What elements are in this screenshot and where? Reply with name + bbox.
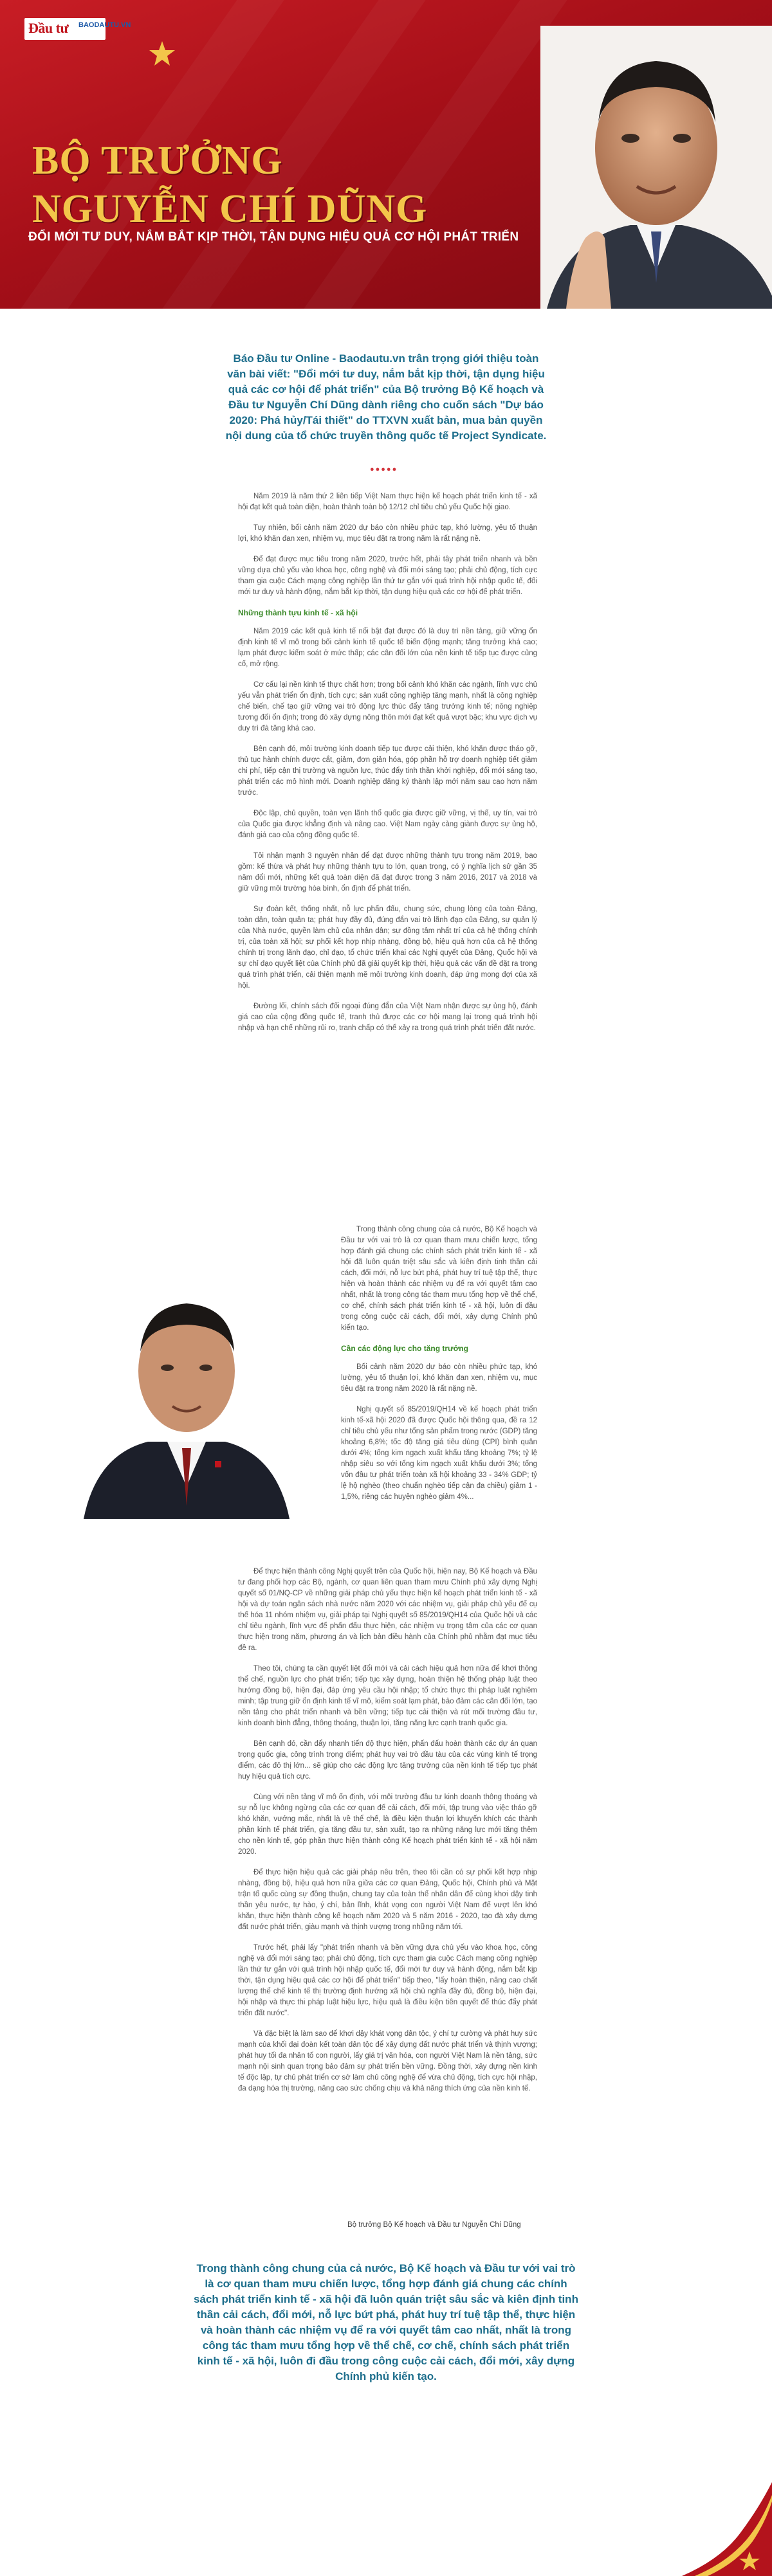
closing-quote: Trong thành công chung của cả nước, Bộ Kế hoạch và Đầu tư với vai trò là cơ quan tham mưu chiến lược, tổng hợp đánh giá chung các chính sách phát triển kinh tế - xã hội đã luôn quán triệt sâu sắc và kiên định tinh thần cải cách, đổi mới, nỗ lực bứt phá, phát huy trí tuệ tập thể, thực hiện và hoàn thành các nhiệm vụ để ra với quyết tâm cao nhất, nhất là trong công tác tham mưu tổng hợp về thể chế, cơ chế, chính sách phát triển kinh tế - xã hội, luôn đi đầu trong công cuộc cải cách, đổi mới, xây dựng Chính phủ kiến tạo. <box>194 2262 578 2382</box>
article-body-right <box>341 1224 537 1512</box>
paragraph: Độc lập, chủ quyền, toàn vẹn lãnh thổ quốc gia được giữ vững, vị thế, uy tín, vai trò của Quốc gia được khẳng định và nâng cao. Việt Nam ngày càng giành được sự ủng hộ, đánh giá cao của cộng đồng quốc tế. <box>238 810 537 839</box>
site-logo[interactable] <box>24 18 131 40</box>
paragraph: Cùng với nền tảng vĩ mô ổn định, với môi trường đầu tư kinh doanh thông thoáng và sự nỗ lực không ngừng của các cơ quan để cải cách, đổi mới, tập trung vào việc tháo gỡ khó khăn, vướng mắc, nhất là về thể chế, là điều kiện thuận lợi khuyến khích các thành phần kinh tế phát triển, gia tăng đầu tư, sản xuất, tạo ra những năng lực mới tăng thêm cho nền kinh tế, góp phần thực hiện thành công Kế hoạch phát triển kinh tế - xã hội năm 2020. <box>238 1793 537 1856</box>
paragraph: Để đạt được mục tiêu trong năm 2020, trước hết, phải tây phát triển nhanh và bền vững dựa chủ yếu vào khoa học, công nghệ và đổi mới sáng tạo; phải chủ động, tích cực tham gia cuộc Cách mạng công nghiệp lần thứ tư gắn với quá trình hội nhập quốc tế, đổi mới tư duy và hành động, nắm bắt kịp thời, tận dụng hiệu quả các cơ hội để phát triển. <box>238 556 537 596</box>
paragraph: Bối cảnh năm 2020 dự báo còn nhiều phức tạp, khó lường, yêu tố thuận lợi, khó khăn đan xen, nhiệm vụ, mục tiêu đặt ra trong năm 2020 là rất nặng nề. <box>341 1363 537 1393</box>
divider-dots: ●●●●● <box>370 466 398 473</box>
paragraph: Bên cạnh đó, cần đẩy nhanh tiến độ thực hiện, phấn đấu hoàn thành các dự án quan trọng quốc gia, công trình trọng điểm; phát huy vai trò đầu tàu của các vùng kinh tế trọng điểm, các đô thị lớn... sẽ giúp cho các động lực tăng trưởng của nền kinh tế tiếp tục phát huy hiệu quả tích cực. <box>238 1740 537 1781</box>
logo-text: Đầu tư <box>28 20 69 36</box>
intro-lead: Báo Đầu tư Online - Baodautu.vn trân trọng giới thiệu toàn văn bài viết: "Đổi mới tư duy, nắm bắt kịp thời, tận dụng hiệu quả các cơ hội để phát triển" của Bộ trưởng Bộ Kế hoạch và Đầu tư Nguyễn Chí Dũng dành riêng cho cuốn sách "Dự báo 2020: Phá hủy/Tái thiết" do TTXVN xuất bản, mua bản quyền nội dung của tổ chức truyền thông quốc tế Project Syndicate. <box>225 352 547 442</box>
minister-portrait-header <box>540 26 772 309</box>
paragraph: Theo tôi, chúng ta cần quyết liệt đổi mới và cải cách hiệu quả hơn nữa để khơi thông thể chế, nguồn lực cho phát triển; tiếp tục xây dựng, hoàn thiện hệ thống pháp luật theo hướng đồng bộ, hiện đại, đáp ứng yêu cầu hội nhập; tổ chức thực thi pháp luật nghiêm minh; tập trung giữ ổn định kinh tế vĩ mô, kiểm soát lạm phát, bảo đảm các cân đối lớn, tạo nền tảng cho phát triển nhanh và bền vững; tiếp tục cải thiện và rút mối trường đầu tư, kinh doanh bình đẳng, thông thoáng, thuận lợi, tăng năng lực cạnh tranh quốc gia. <box>238 1665 537 1727</box>
star-icon <box>148 40 176 68</box>
paragraph: Tuy nhiên, bối cảnh năm 2020 dự báo còn nhiều phức tạp, khó lường, yêu tố thuận lợi, khó khăn đan xen, nhiệm vụ, mục tiêu đặt ra trong năm là rất nặng nề. <box>238 524 537 543</box>
paragraph: Trước hết, phải lấy "phát triển nhanh và bền vững dựa chủ yếu vào khoa học, công nghệ và đổi mới sáng tạo; phải chủ động, tích cực tham gia cuộc Cách mạng công nghiệp lần thứ tư gắn với quá trình hội nhập quốc tế, đổi mới tư duy và hành động, nắm bắt kịp thời, tận dụng hiệu quả các cơ hội để phát triển" tiếp theo, "lấy hoàn thiện, nâng cao chất lượng thể chế kinh tế thị trường định hướng xã hội chủ nghĩa đầy đủ, đồng bộ, hiện đại, hội nhập và thực thi pháp luật hiệu lực, hiệu quả là điều kiện tiên quyết để thúc đẩy phát triển đất nước". <box>238 1944 537 2017</box>
paragraph: Để thực hiện thành công Nghị quyết trên của Quốc hội, hiện nay, Bộ Kế hoạch và Đầu tư đang phối hợp các Bộ, ngành, cơ quan liên quan tham mưu Chính phủ xây dựng Nghị quyết số 01/NQ-CP về những giải pháp chủ yếu thực hiện kế hoạch phát triển kinh tế - xã hội và dự toán ngân sách nhà nước năm 2020 với các nhiệm vụ, giải pháp chủ yếu để cụ thể hóa 11 nhóm nhiệm vụ, giải pháp tại Nghị quyết số 85/2019/QH14 của Quốc hội và các chỉ tiêu ngành, lĩnh vực để phấn đấu thực hiện, các nhiệm vụ trọng tâm của các cơ quan thực hiện trong năm, phương án và lịch bản điều hành của Chính phủ nhằm đạt mục tiêu đề ra. <box>238 1568 537 1652</box>
paragraph: Tôi nhận mạnh 3 nguyên nhân để đạt được những thành tựu trong năm 2019, bao gồm: kế thừa và phát huy những thành tựu to lớn, quan trọng, có ý nghĩa lịch sử gần 35 năm đổi mới, những kết quả toàn diện đã đạt được trong 3 năm 2016, 2017 và 2018 và giữ vững môi trường hòa bình, ổn định để phát triển. <box>238 852 537 893</box>
section-heading: Những thành tựu kinh tế - xã hội <box>238 608 358 617</box>
paragraph: Năm 2019 là năm thứ 2 liên tiếp Việt Nam thực hiện kế hoạch phát triển kinh tế - xã hội đạt kết quả toàn diện, hoàn thành toàn bộ 12/12 chỉ tiêu chủ yếu Quốc hội giao. <box>238 493 537 511</box>
paragraph: Trong thành công chung của cả nước, Bộ Kế hoạch và Đầu tư với vai trò là cơ quan tham mưu chiến lược, tổng hợp đánh giá chung các chính sách phát triển kinh tế - xã hội đã luôn quán triệt sâu sắc và kiên định tinh thần cải cách, đổi mới, nỗ lực bứt phá, phát huy trí tuệ tập thể, thực hiện và hoàn thành các nhiệm vụ để ra với quyết tâm cao nhất, nhất là trong công tác tham mưu tổng hợp về thể chế, cơ chế, chính sách phát triển kinh tế - xã hội, luôn đi đầu trong công cuộc cải cách, đổi mới, xây dựng Chính phủ kiến tạo. <box>341 1226 537 1332</box>
paragraph: Sự đoàn kết, thống nhất, nỗ lực phấn đấu, chung sức, chung lòng của toàn Đảng, toàn dân, toàn quân ta; phát huy đầy đủ, đúng đắn vai trò lãnh đạo của Đảng, sự quản lý của Nhà nước, quyền làm chủ của nhân dân; sự đồng tâm nhất trí của cả hệ thống chính trị, của toàn xã hội; sự phối kết hợp nhịp nhàng, đồng bộ, hiệu quả hơn của cả hệ thống chính trị trong lãnh đạo, chỉ đạo, tổ chức triển khai các Nghị quyết của Đảng, Quốc hội và sự chỉ đạo quyết liệt của Chính phủ đã giải quyết kịp thời, hiệu quả các vấn đề đặt ra trong quá trình phát triển, cải thiện mạnh mẽ môi trường kinh doanh, đáp ứng mong đợi của xã hội. <box>238 905 537 990</box>
paragraph: Nghị quyết số 85/2019/QH14 về kế hoạch phát triển kinh tế-xã hội 2020 đã được Quốc hội thông qua, đề ra 12 chỉ tiêu chủ yếu như tổng sản phẩm trong nước (GDP) tăng khoảng 6,8%; tốc độ tăng giá tiêu dùng (CPI) bình quân dưới 4%; tổng kim ngạch xuất khẩu tăng khoảng 7%; tỷ lệ nhập siêu so với tổng kim ngạch xuất khẩu dưới 3%; tổng vốn đầu tư phát triển toàn xã hội khoảng 33 - 34% GDP; tỷ lệ hộ nghèo (theo chuẩn nghèo tiếp cận đa chiều) giảm 1 - 1,5%, riêng các huyện nghèo giảm 4%... <box>341 1406 537 1501</box>
paragraph: Năm 2019 các kết quả kinh tế nổi bật đạt được đó là duy trì nền tảng, giữ vững ổn định kinh tế vĩ mô trong bối cảnh kinh tế quốc tế biến động mạnh; tăng trưởng khá cao; lạm phát được kiểm soát ở mức thấp; các cân đối lớn của nền kinh tế tiếp tục được củng cố, mở rộng. <box>238 628 537 668</box>
paragraph: Cơ cấu lại nền kinh tế thực chất hơn; trong bối cảnh khó khăn các ngành, lĩnh vực chủ yếu vẫn phát triển ổn định, tích cực; sản xuất công nghiệp tăng mạnh, nhất là công nghiệp chế biến, chế tạo giữ vững vai trò động lực thúc đẩy tăng trưởng kinh tế; nông nghiệp tương đối ổn định; trong đó xây dựng nông thôn mới đạt kết quả vượt bậc; khu vực dịch vụ duy trì đà tăng khá cao. <box>238 681 537 732</box>
subtitle: ĐỔI MỚI TƯ DUY, NẮM BẮT KỊP THỜI, TẬN DỤNG HIỆU QUẢ CƠ HỘI PHÁT TRIỂN <box>28 230 519 244</box>
article-body-bottom <box>238 1566 537 2104</box>
paragraph: Bên cạnh đó, môi trường kinh doanh tiếp tục được cải thiện, khó khăn được tháo gỡ, thủ tục hành chính được cắt, giảm, đơn giản hóa, góp phần hỗ trợ doanh nghiệp tiết giảm chi phí, tiếp cận thị trường và nguồn lực, thúc đẩy tinh thần khởi nghiệp, đổi mới sáng tạo, phát triển các mô hình mới. Doanh nghiệp đăng ký thành lập mới năm sau cao hơn năm trước. <box>238 745 537 797</box>
logo-sub: BAODAUTU.VN <box>78 21 131 29</box>
article-body-top <box>238 491 537 1044</box>
header-banner <box>0 0 772 309</box>
minister-portrait-body <box>77 1262 296 1519</box>
title-line2: NGUYỄN CHÍ DŨNG <box>32 187 428 231</box>
paragraph: Đường lối, chính sách đối ngoại đúng đắn của Việt Nam nhận được sự ủng hộ, đánh giá cao của cộng đồng quốc tế, tranh thủ được các cơ hội mang lại trong quá trình hội nhập và hạn chế những rủi ro, tranh chấp có thể xảy ra trong quá trình phát triển đất nước. <box>238 1002 537 1032</box>
title-line1: BỘ TRƯỞNG <box>32 139 283 183</box>
corner-flag-decoration <box>682 2482 772 2576</box>
paragraph: Và đặc biệt là làm sao để khơi dậy khát vọng dân tộc, ý chí tự cường và phát huy sức mạnh của khối đại đoàn kết toàn dân tộc để xây dựng đất nước phát triển và thịnh vượng; phát huy tối đa nhân tố con người, lấy giá trị văn hóa, con người Việt Nam là nền tảng, sức mạnh nội sinh quan trọng bảo đảm sự phát triển bền vững. Đồng thời, xây dựng nền kinh tế độc lập, tự chủ phát triển cơ sở làm chủ công nghệ để vừa chủ động, tích cực hội nhập, đa dạng hóa thị trường, nâng cao sức chống chịu và khả năng thích ứng của nền kinh tế. <box>238 2030 537 2092</box>
paragraph: Để thực hiện hiệu quả các giải pháp nêu trên, theo tôi cần có sự phối kết hợp nhịp nhàng, đồng bộ, hiệu quả hơn nữa giữa các cơ quan Đảng, Quốc hội, Chính phủ và Mặt trận tổ quốc cùng sự đồng thuận, chung tay của toàn thể nhân dân để cùng khơi dậy tinh thần yêu nước, tự hào, ý chí, bản lĩnh, khát vọng con người Việt Nam để vượt lên khó khăn, thực hiện thành công kế hoạch năm 2020 và 5 năm 2016 - 2020, tạo đà xây dựng đất nước phát triển, giàu mạnh và thịnh vượng trong những năm tới. <box>238 1869 537 1931</box>
section-heading: Cần các động lực cho tăng trưởng <box>341 1344 468 1353</box>
author-signature: Bộ trưởng Bộ Kế hoạch và Đầu tư Nguyễn Chí Dũng <box>347 2221 521 2229</box>
